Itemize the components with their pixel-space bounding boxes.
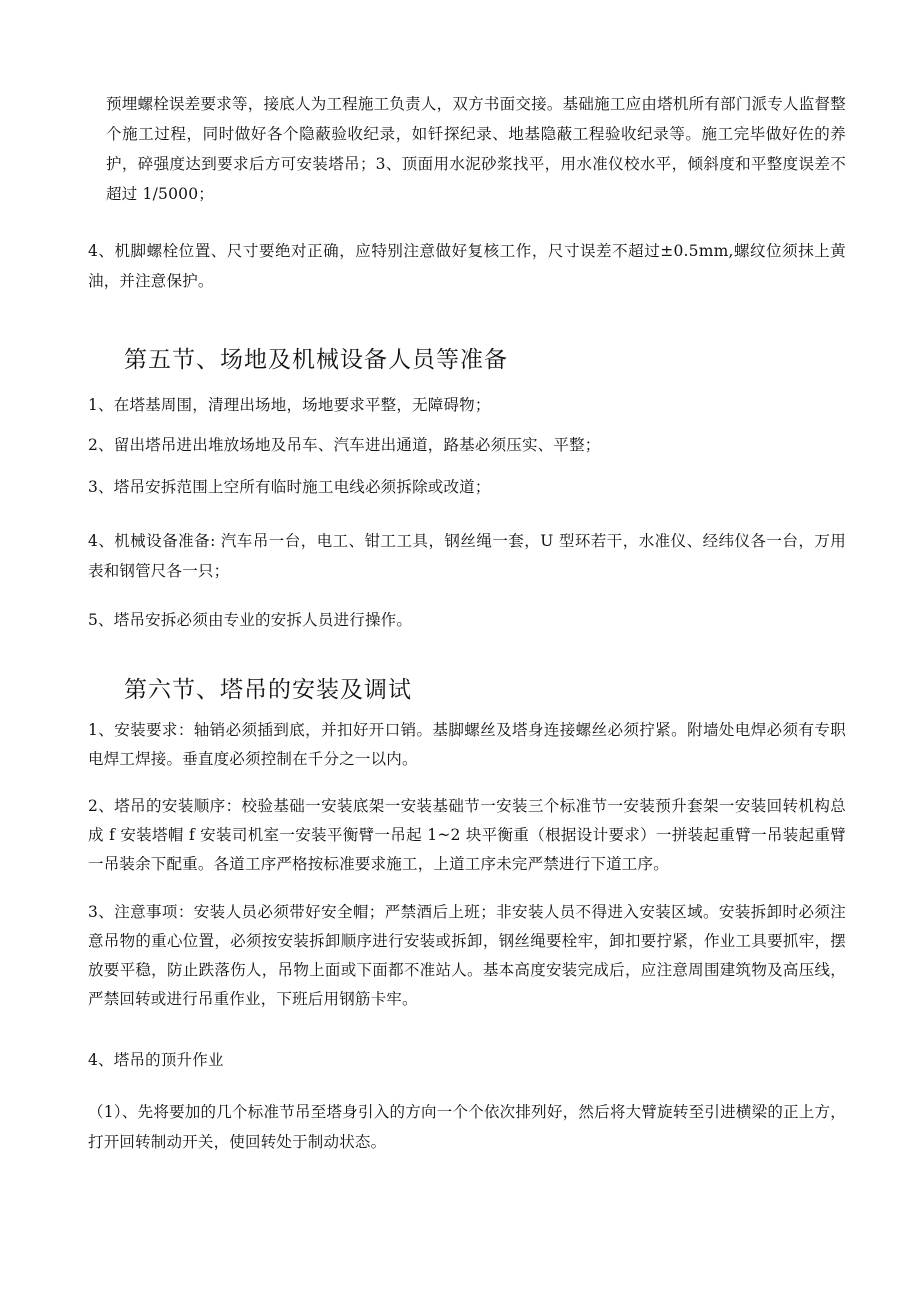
- section-6-item-2: 2、塔吊的安装顺序：校验基础一安装底架一安装基础节一安装三个标准节一安装预升套架一安装回转机构总成 f 安装塔帽 f 安装司机室一安装平衡臂一吊起 1~2 块平衡重（根据设计要求）一拼装起重臂一吊装起重臂一吊装余下配重。各道工序严格按标准要求施工，上道工序未完严禁进行下道工序。: [88, 797, 846, 873]
- paragraph-embedded-bolts: 预埋螺栓误差要求等，接底人为工程施工负责人，双方书面交接。基础施工应由塔机所有部门派专人监督整个施工过程，同时做好各个隐蔽验收纪录，如钎探纪录、地基隐蔽工程验收纪录等。施工完毕做好佐的养护，碎强度达到要求后方可安装塔吊；3、顶面用水泥砂浆找平，用水准仪校水平，倾斜度和平整度误差不超过 1/5000；: [106, 95, 846, 203]
- section-5-heading: 第五节、场地及机械设备人员等准备: [124, 347, 508, 373]
- paragraph-anchor-bolts: 4、机脚螺栓位置、尺寸要绝对正确，应特别注意做好复核工作，尺寸误差不超过±0.5mm,螺纹位须抹上黄油，并注意保护。: [88, 242, 846, 290]
- section-6-item-3: 3、注意事项：安装人员必须带好安全帽；严禁酒后上班；非安装人员不得进入安装区域。安装拆卸时必须注意吊物的重心位置，必须按安装拆卸顺序进行安装或拆卸，钢丝绳要栓牢，卸扣要拧紧，作业工具要抓牢，摆放要平稳，防止跌落伤人，吊物上面或下面都不准站人。基本高度安装完成后，应注意周围建筑物及高压线，严禁回转或进行吊重作业，下班后用钢筋卡牢。: [88, 903, 846, 1008]
- section-5-item-2: 2、留出塔吊进出堆放场地及吊车、汽车进出通道，路基必须压实、平整；: [88, 436, 601, 454]
- section-6-item-4: 4、塔吊的顶升作业: [88, 1051, 224, 1069]
- section-5-item-3: 3、塔吊安拆范围上空所有临时施工电线必须拆除或改道；: [88, 478, 491, 496]
- section-6-heading: 第六节、塔吊的安装及调试: [124, 677, 412, 703]
- section-5-item-4: 4、机械设备准备: 汽车吊一台，电工、钳工工具，钢丝绳一套，U 型环若干，水准仪、经纬仪各一台，万用表和钢管尺各一只；: [88, 532, 846, 580]
- section-6-item-4-step-1: （1）、先将要加的几个标准节吊至塔身引入的方向一个个依次排列好，然后将大臂旋转至引进横梁的正上方，打开回转制动开关，使回转处于制动状态。: [88, 1103, 846, 1151]
- section-5-item-5: 5、塔吊安拆必须由专业的安拆人员进行操作。: [88, 611, 413, 629]
- section-6-item-1: 1、安装要求：轴销必须插到底，并扣好开口销。基脚螺丝及塔身连接螺丝必须拧紧。附墙处电焊必须有专职电焊工焊接。垂直度必须控制在千分之一以内。: [88, 721, 846, 768]
- section-5-item-1: 1、在塔基周围，清理出场地，场地要求平整，无障碍物；: [88, 396, 491, 414]
